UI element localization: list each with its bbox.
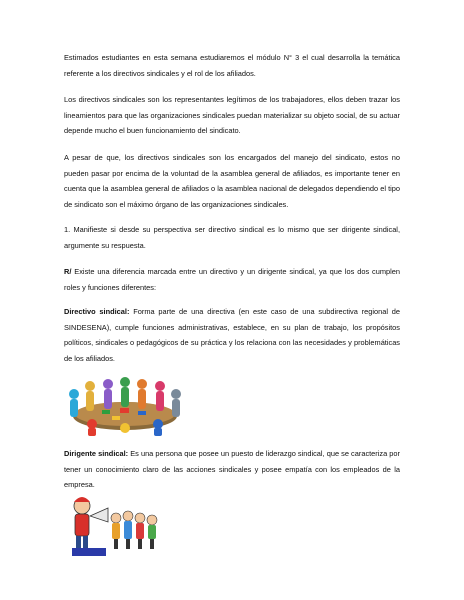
directivo-label: Directivo sindical: [64, 307, 130, 316]
answer-text: Existe una diferencia marcada entre un directivo y un dirigente sindical, ya que los dos cumplen roles y funciones diferentes: [64, 267, 400, 292]
intro-paragraph: Estimados estudiantes en esta semana estudiaremos el módulo N° 3 el cual desarrolla la temática referente a los directivos sindicales y el rol de los afiliados. [64, 53, 400, 78]
answer-label: R/ [64, 267, 72, 276]
question-paragraph: 1. Manifieste si desde su perspectiva ser directivo sindical es lo mismo que ser dirigente sindical, argumente su respuesta. [64, 225, 400, 250]
directivos-definition-paragraph: Los directivos sindicales son los representantes legítimos de los trabajadores, ellos deben trazar los lineamientos para que las organizaciones sindicales puedan materializar su objeto social, de su actuar depende mucho el buen funcionamiento del sindicato. [64, 95, 400, 135]
meeting-puzzle-illustration [62, 376, 188, 436]
dirigente-paragraph [64, 446, 400, 493]
dirigente-text: Es una persona que posee un puesto de liderazgo sindical, que se caracteriza por tener un conocimiento claro de las acciones sindicales y posee empatía con los empleados de la empresa. [64, 449, 400, 489]
asamblea-paragraph: A pesar de que, los directivos sindicales son los encargados del manejo del sindicato, estos no pueden pasar por encima de la voluntad de la asamblea general de afiliados, es importante tener en cuenta que la asamblea general de afiliados o la asamblea nacional de delegados dependiendo el tipo de sindicato son el máximo órgano de las organizaciones sindicales. [64, 153, 400, 209]
answer-paragraph [64, 264, 400, 295]
directivo-paragraph [64, 304, 400, 366]
directivo-text: Forma parte de una directiva (en este caso de una subdirectiva regional de SINDESENA), cumple funciones administrativas, establece, en su plan de trabajo, los propósitos políticos, sindicales o pedagógicos de su práctica y los relaciona con las necesidades y problemáticas de los afiliados. [64, 307, 400, 363]
megaphone-leader-illustration [62, 492, 162, 556]
dirigente-label: Dirigente sindical: [64, 449, 129, 458]
